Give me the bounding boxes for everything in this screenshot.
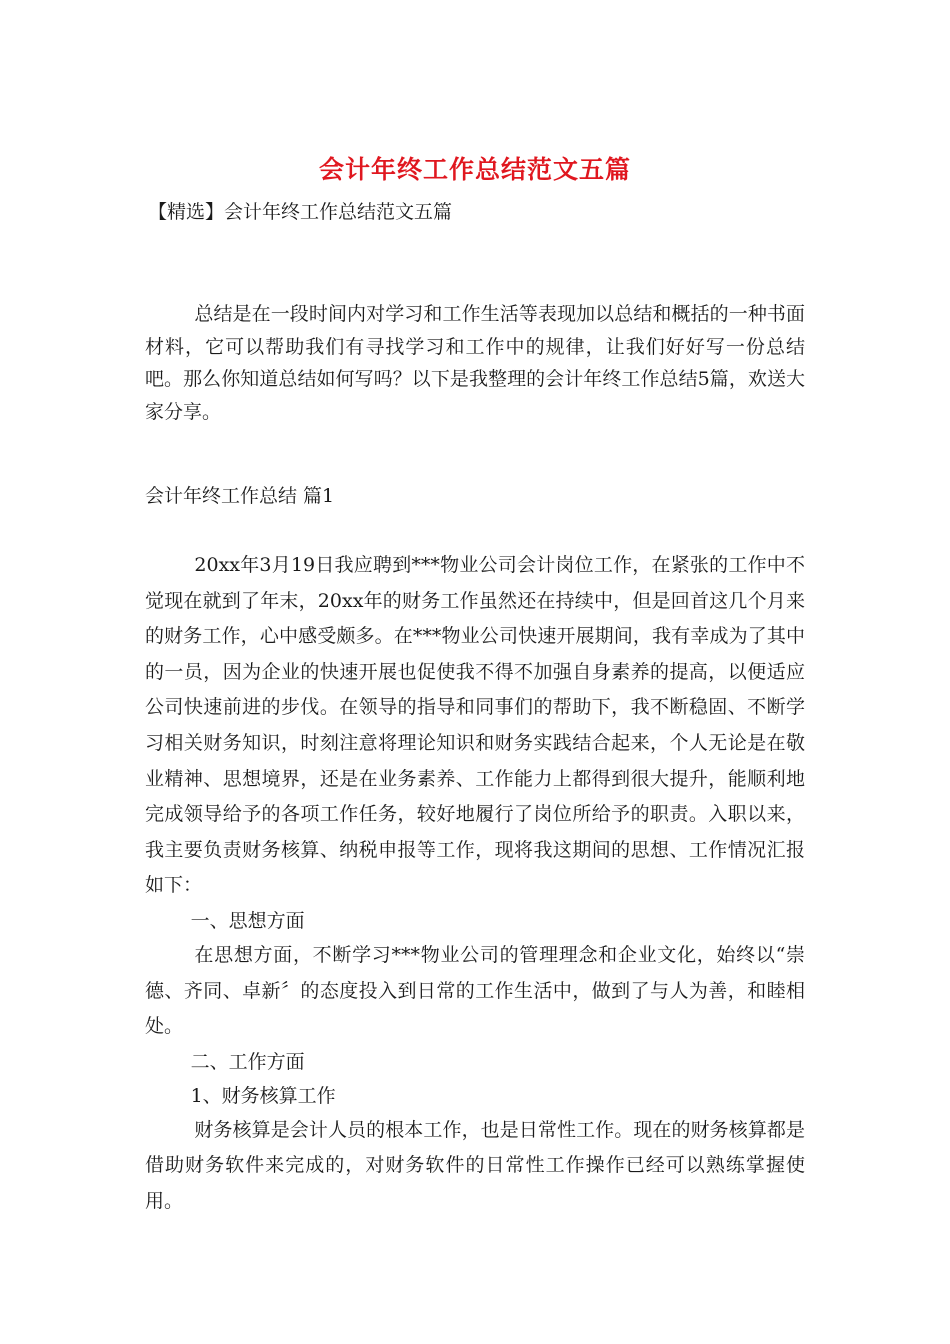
body-paragraph-1: 20xx年3月19日我应聘到***物业公司会计岗位工作，在紧张的工作中不觉现在就到了年末，20xx年的财务工作虽然还在持续中，但是回首这几个月来的财务工作，心中感受颇多。在***物业公司快速开展期间，我有幸成为了其中的一员，因为企业的快速开展也促使我不得不加强自身素养的提高，以便适应公司快速前进的步伐。在领导的指导和同事们的帮助下，我不断稳固、不断学习相关财务知识，时刻注意将理论知识和财务实践结合起来，个人无论是在敬业精神、思想境界，还是在业务素养、工作能力上都得到很大提升，能顺利地完成领导给予的各项工作任务，较好地履行了岗位所给予的职责。入职以来，我主要负责财务核算、纳税申报等工作，现将我这期间的思想、工作情况汇报如下：: [145, 554, 805, 897]
document-subtitle: 【精选】会计年终工作总结范文五篇: [148, 201, 453, 223]
subheading-accounting: 1、财务核算工作: [190, 1084, 336, 1107]
body-paragraph-2: 在思想方面，不断学习***物业公司的管理理念和企业文化，始终以“崇德、齐同、卓新〞的态度投入到日常的工作生活中，做到了与人为善，和睦相处。: [145, 943, 805, 1038]
section-heading: [145, 484, 805, 508]
document-title: 会计年终工作总结范文五篇: [318, 155, 631, 184]
body-paragraph-3: 财务核算是会计人员的根本工作，也是日常性工作。现在的财务核算都是借助财务软件来完成的，对财务软件的日常性工作操作已经可以熟练掌握使用。: [145, 1118, 805, 1212]
intro-text: 总结是在一段时间内对学习和工作生活等表现加以总结和概括的一种书面材料，它可以帮助我们有寻找学习和工作中的规律，让我们好好写一份总结吧。那么你知道总结如何写吗？以下是我整理的会计年终工作总结5篇，欢送大家分享。: [145, 303, 805, 423]
intro-paragraph: [145, 298, 805, 428]
section-body: [145, 548, 805, 1220]
subheading-work: 二、工作方面: [190, 1050, 305, 1073]
section-heading-text: 会计年终工作总结 篇1: [145, 485, 335, 507]
subheading-thought: 一、思想方面: [190, 909, 305, 932]
